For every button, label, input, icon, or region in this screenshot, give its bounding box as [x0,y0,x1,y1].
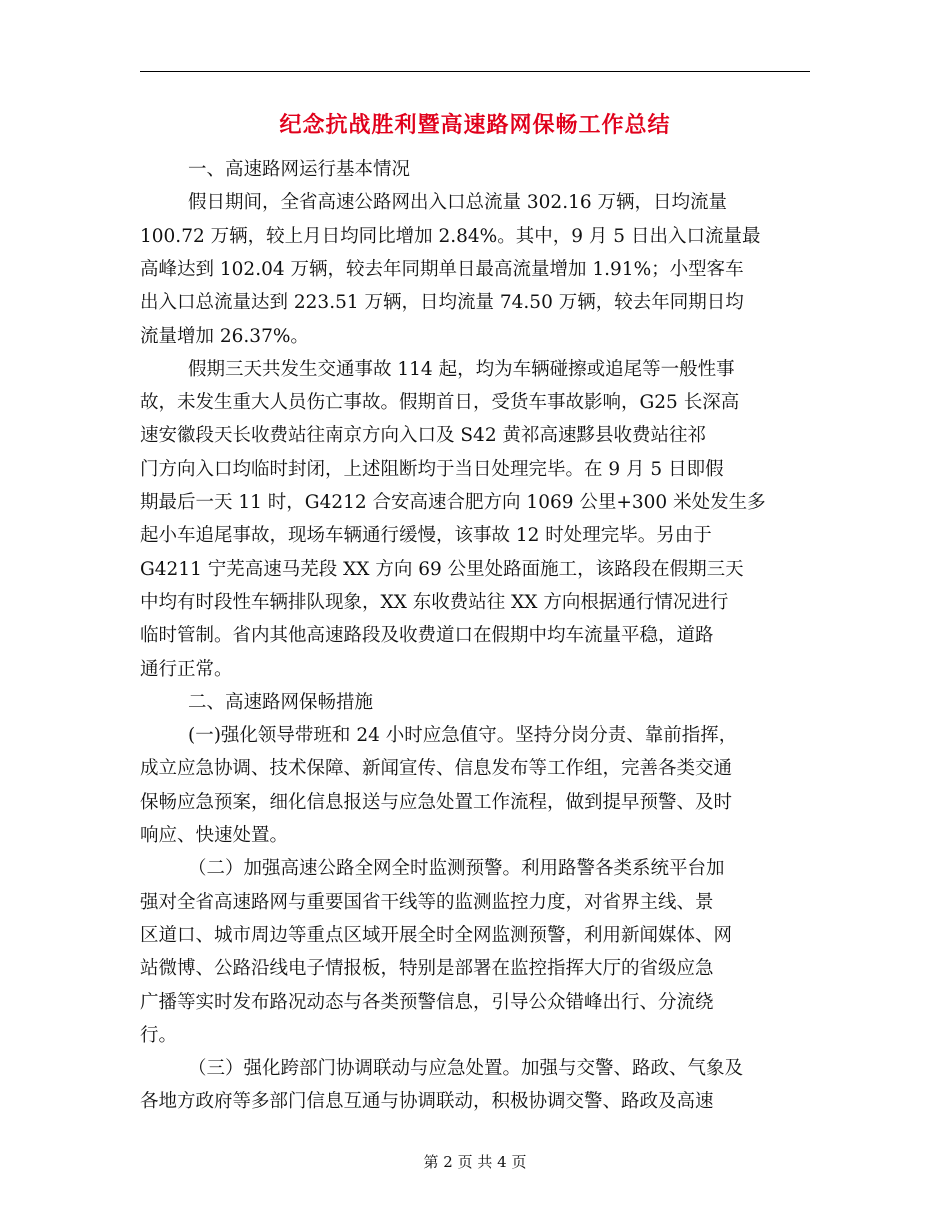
paragraph-line: 强对全省高速路网与重要国省干线等的监测监控力度，对省界主线、景 [140,891,714,913]
paragraph-line: 临时管制。省内其他高速路段及收费道口在假期中均车流量平稳，道路 [140,625,714,647]
paragraph-line: 起小车追尾事故，现场车辆通行缓慢，该事故 12 时处理完毕。另由于 [140,525,712,547]
paragraph-first-line: 二、高速路网保畅措施 [188,691,374,713]
paragraph-line: 站微博、公路沿线电子情报板，特别是部署在监控指挥大厅的省级应急 [140,958,714,980]
paragraph-line: 故，未发生重大人员伤亡事故。假期首日，受货车事故影响，G25 长深高 [140,392,740,414]
paragraph-line: 高峰达到 102.04 万辆，较去年同期单日最高流量增加 1.91%；小型客车 [140,258,744,280]
paragraph-first-line: 假日期间，全省高速公路网出入口总流量 302.16 万辆，日均流量 [188,192,727,214]
paragraph-line: G4211 宁芜高速马芜段 XX 方向 69 公里处路面施工，该路段在假期三天 [140,558,744,580]
paragraph-line: 广播等实时发布路况动态与各类预警信息，引导公众错峰出行、分流绕 [140,991,714,1013]
paragraph-line: 保畅应急预案，细化信息报送与应急处置工作流程，做到提早预警、及时 [140,791,733,813]
header-rule [140,71,810,72]
document-title: 纪念抗战胜利暨高速路网保畅工作总结 [279,112,671,138]
paragraph-line: 速安徽段天长收费站往南京方向入口及 S42 黄祁高速黟县收费站往祁 [140,425,706,447]
paragraph-line: 期最后一天 11 时，G4212 合安高速合肥方向 1069 公里+300 米处发生多 [140,492,766,513]
paragraph-line: 响应、快速处置。 [140,825,289,846]
paragraph-line: 门方向入口均临时封闭，上述阻断均于当日处理完毕。在 9 月 5 日即假 [140,458,724,480]
paragraph-line: 成立应急协调、技术保障、新闻宣传、信息发布等工作组，完善各类交通 [140,758,733,780]
paragraph-first-line: (一)强化领导带班和 24 小时应急值守。坚持分岗分责、靠前指挥， [188,725,738,747]
paragraph-line: 行。 [140,1024,178,1046]
paragraph-first-line: （三）强化跨部门协调联动与应急处置。加强与交警、路政、气象及 [188,1058,744,1080]
paragraph-line: 100.72 万辆，较上月日均同比增加 2.84%。其中，9 月 5 日出入口流量最 [140,225,761,247]
paragraph-first-line: （二）加强高速公路全网全时监测预警。利用路警各类系统平台加 [188,858,725,880]
paragraph-line: 中均有时段性车辆排队现象，XX 东收费站往 XX 方向根据通行情况进行 [140,591,729,613]
paragraph-first-line: 一、高速路网运行基本情况 [188,159,411,180]
paragraph-line: 出入口总流量达到 223.51 万辆，日均流量 74.50 万辆，较去年同期日均 [140,292,744,314]
paragraph-line: 通行正常。 [140,658,233,680]
paragraph-line: 区道口、城市周边等重点区域开展全时全网监测预警，利用新闻媒体、网 [140,924,733,946]
paragraph-line: 流量增加 26.37%。 [140,325,309,347]
page-number: 第 2 页 共 4 页 [423,1153,527,1171]
paragraph-line: 各地方政府等多部门信息互通与协调联动，积极协调交警、路政及高速 [140,1091,714,1113]
paragraph-first-line: 假期三天共发生交通事故 114 起，均为车辆碰擦或追尾等一般性事 [188,358,735,380]
